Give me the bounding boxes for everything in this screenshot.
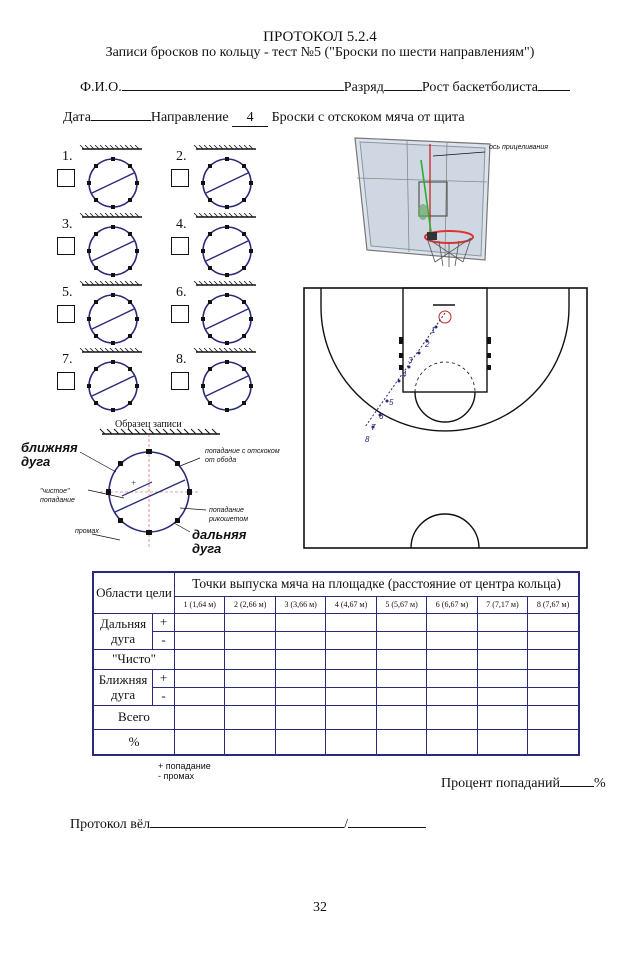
fio-row <box>80 80 570 96</box>
plus-cell: + <box>153 669 175 687</box>
cell[interactable] <box>175 729 225 755</box>
protocol-title: ПРОТОКОЛ 5.2.4 <box>263 29 377 45</box>
protocol-by-label: Протокол вёл <box>70 817 151 832</box>
far-arc-plus-row <box>93 613 579 631</box>
page-number: 32 <box>313 900 327 915</box>
cell[interactable] <box>427 649 477 669</box>
cell[interactable] <box>477 705 527 729</box>
score-box[interactable] <box>171 305 189 323</box>
rim-bounce-label: попадание с отскоком от обода <box>205 448 280 464</box>
near-arc-plus-row <box>93 669 579 687</box>
results-table <box>92 571 580 756</box>
direction-label: Направление <box>150 110 229 125</box>
cell[interactable] <box>326 705 376 729</box>
cell[interactable] <box>225 631 275 649</box>
cell[interactable] <box>528 613 579 631</box>
cell[interactable] <box>275 649 325 669</box>
score-box[interactable] <box>57 305 75 323</box>
date-label: Дата <box>63 110 91 125</box>
circle-number: 2. <box>176 149 187 164</box>
cell[interactable] <box>275 729 325 755</box>
cell[interactable] <box>326 649 376 669</box>
near-arc-label: ближняя дуга <box>21 440 78 469</box>
cell[interactable] <box>427 687 477 705</box>
circle-number: 7. <box>62 352 73 367</box>
court-point-4: 4 <box>402 370 407 379</box>
date-field[interactable] <box>91 120 151 121</box>
direction-value[interactable]: 4 <box>232 110 268 127</box>
target-circle-icon <box>192 281 262 351</box>
minus-cell: - <box>153 687 175 705</box>
plus-cell: + <box>153 613 175 631</box>
court-point-3: 3 <box>408 356 413 365</box>
target-circle-icon <box>192 145 262 215</box>
target-circle-icon <box>192 348 262 418</box>
cell[interactable] <box>376 669 426 687</box>
hit-percent-suffix: % <box>593 776 606 791</box>
cell[interactable] <box>175 631 225 649</box>
backboard-illustration <box>335 132 555 272</box>
court-diagram <box>303 287 588 549</box>
cell[interactable] <box>528 631 579 649</box>
far-arc-label: дальняя дуга <box>192 527 247 556</box>
score-box[interactable] <box>171 169 189 187</box>
score-box[interactable] <box>57 237 75 255</box>
circle-number: 5. <box>62 285 73 300</box>
cell[interactable] <box>427 669 477 687</box>
cell[interactable] <box>376 613 426 631</box>
protocol-by-name-field[interactable] <box>150 827 344 828</box>
circle-number: 8. <box>176 352 187 367</box>
cell[interactable] <box>326 687 376 705</box>
cell[interactable] <box>477 649 527 669</box>
protocol-subtitle: Записи бросков по кольцу - тест №5 ("Броски по шести направлениям") <box>105 45 535 60</box>
legend <box>158 761 211 781</box>
cell[interactable] <box>376 649 426 669</box>
court-point-6: 6 <box>379 412 384 421</box>
fio-field[interactable] <box>122 90 344 91</box>
score-box[interactable] <box>171 372 189 390</box>
cell[interactable] <box>275 669 325 687</box>
sample-title: Образец записи <box>115 419 182 430</box>
distance-header-2: 2 (2,66 м) <box>225 596 275 613</box>
cell[interactable] <box>225 669 275 687</box>
cell[interactable] <box>427 705 477 729</box>
points-header: Точки выпуска мяча на площадке (расстояние от центра кольца) <box>175 572 580 596</box>
rank-label: Разряд <box>343 80 384 95</box>
near-arc-cell: Ближняя дуга <box>93 669 153 705</box>
hit-percent-label: Процент попаданий <box>441 776 560 791</box>
target-circle-icon <box>78 281 148 351</box>
percent-row <box>93 729 579 755</box>
distance-header-3: 3 (3,66 м) <box>275 596 325 613</box>
protocol-by-separator: / <box>344 817 348 832</box>
cell[interactable] <box>376 729 426 755</box>
distance-header-4: 4 (4,67 м) <box>326 596 376 613</box>
cell[interactable] <box>175 669 225 687</box>
cell[interactable] <box>528 649 579 669</box>
cell[interactable] <box>275 687 325 705</box>
protocol-by-row <box>70 817 426 833</box>
cell[interactable] <box>528 687 579 705</box>
cell[interactable] <box>175 687 225 705</box>
distance-header-1: 1 (1,64 м) <box>175 596 225 613</box>
hit-percent-field[interactable] <box>560 786 594 787</box>
miss-label: промах <box>75 528 99 535</box>
cell[interactable] <box>477 687 527 705</box>
cell[interactable] <box>528 729 579 755</box>
fio-label: Ф.И.О. <box>80 80 122 95</box>
score-box[interactable] <box>57 169 75 187</box>
cell[interactable] <box>326 613 376 631</box>
throw-type: Броски с отскоком мяча от щита <box>271 110 465 125</box>
court-point-2: 2 <box>425 340 430 349</box>
cell[interactable] <box>376 705 426 729</box>
protocol-by-signature-field[interactable] <box>348 827 426 828</box>
cell[interactable] <box>326 669 376 687</box>
cell[interactable] <box>175 613 225 631</box>
cell[interactable] <box>477 613 527 631</box>
clean-row <box>93 649 579 669</box>
far-arc-cell: Дальняя дуга <box>93 613 153 649</box>
clean-cell: "Чисто" <box>93 649 175 669</box>
circle-number: 4. <box>176 217 187 232</box>
cell[interactable] <box>275 631 325 649</box>
height-field[interactable] <box>538 90 570 91</box>
score-box[interactable] <box>171 237 189 255</box>
cell[interactable] <box>225 729 275 755</box>
aim-axis-label: ось прицеливания <box>489 144 549 151</box>
rank-field[interactable] <box>384 90 422 91</box>
cell[interactable] <box>376 687 426 705</box>
cell[interactable] <box>225 649 275 669</box>
cell[interactable] <box>427 729 477 755</box>
date-row <box>63 110 465 127</box>
circle-number: 3. <box>62 217 73 232</box>
court-point-8: 8 <box>365 435 370 444</box>
cell[interactable] <box>326 631 376 649</box>
target-circle-icon <box>78 145 148 215</box>
distance-header-5: 5 (5,67 м) <box>376 596 426 613</box>
cell[interactable] <box>427 631 477 649</box>
circle-number: 6. <box>176 285 187 300</box>
svg-text:+: + <box>131 478 137 488</box>
cell[interactable] <box>427 613 477 631</box>
height-label: Рост баскетболиста <box>421 80 538 95</box>
target-circle-icon <box>78 213 148 283</box>
cell[interactable] <box>477 729 527 755</box>
cell[interactable] <box>477 669 527 687</box>
cell[interactable] <box>225 613 275 631</box>
percent-cell: % <box>93 729 175 755</box>
ricochet-label: попадание рикошетом <box>209 507 249 523</box>
cell[interactable] <box>275 705 325 729</box>
cell[interactable] <box>225 687 275 705</box>
court-point-1: 1 <box>431 326 436 335</box>
near-arc-minus-row <box>93 687 579 705</box>
score-box[interactable] <box>57 372 75 390</box>
court-point-7: 7 <box>371 423 376 432</box>
cell[interactable] <box>275 613 325 631</box>
cell[interactable] <box>376 631 426 649</box>
target-circle-icon <box>192 213 262 283</box>
hit-percent-row <box>441 776 606 792</box>
distance-header-7: 7 (7,17 м) <box>477 596 527 613</box>
cell[interactable] <box>225 705 275 729</box>
cell[interactable] <box>528 669 579 687</box>
court-point-5: 5 <box>389 398 394 407</box>
far-arc-minus-row <box>93 631 579 649</box>
circle-number: 1. <box>62 149 73 164</box>
cell[interactable] <box>326 729 376 755</box>
total-cell: Всего <box>93 705 175 729</box>
cell[interactable] <box>175 649 225 669</box>
cell[interactable] <box>528 705 579 729</box>
minus-cell: - <box>153 631 175 649</box>
distance-header-6: 6 (6,67 м) <box>427 596 477 613</box>
clean-hit-label: "чистое" попадание <box>40 488 75 504</box>
target-header: Области цели <box>93 572 175 613</box>
cell[interactable] <box>175 705 225 729</box>
cell[interactable] <box>477 631 527 649</box>
legend-hit: + попадание <box>158 761 211 771</box>
target-circle-icon <box>78 348 148 418</box>
distance-header-8: 8 (7,67 м) <box>528 596 579 613</box>
total-row <box>93 705 579 729</box>
legend-miss: - промах <box>158 771 195 781</box>
